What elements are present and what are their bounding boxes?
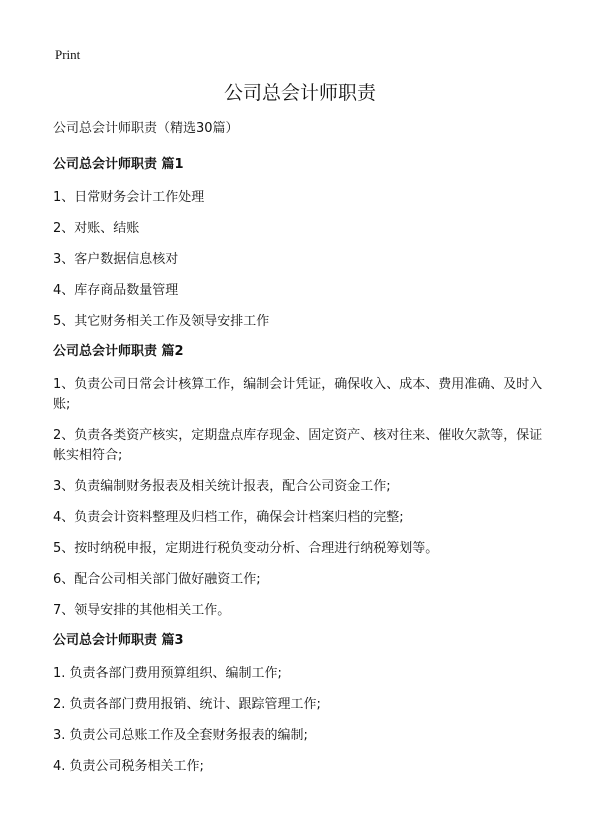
section-heading: 公司总会计师职责 篇3	[53, 633, 184, 648]
print-link[interactable]: Print	[55, 47, 81, 62]
list-item: 5、按时纳税申报，定期进行税负变动分析、合理进行纳税筹划等。	[53, 541, 439, 556]
list-item: 1、负责公司日常会计核算工作，编制会计凭证，确保收入、成本、费用准确、及时入账;	[53, 377, 543, 412]
document-body	[53, 120, 553, 788]
list-item: 3. 负责公司总账工作及全套财务报表的编制;	[53, 728, 308, 743]
list-item: 7、领导安排的其他相关工作。	[53, 603, 231, 618]
list-item: 2. 负责各部门费用报销、统计、跟踪管理工作;	[53, 697, 321, 712]
section-1	[53, 156, 553, 332]
list-item: 1. 负责各部门费用预算组织、编制工作;	[53, 666, 282, 681]
list-item: 4、负责会计资料整理及归档工作，确保会计档案归档的完整;	[53, 510, 404, 525]
list-item: 4. 负责公司税务相关工作;	[53, 759, 204, 774]
list-item: 5、其它财务相关工作及领导安排工作	[53, 314, 270, 329]
list-item: 3、负责编制财务报表及相关统计报表，配合公司资金工作;	[53, 479, 391, 494]
list-item: 6、配合公司相关部门做好融资工作;	[53, 572, 261, 587]
list-item: 3、客户数据信息核对	[53, 252, 179, 267]
section-heading: 公司总会计师职责 篇2	[53, 344, 184, 359]
section-3	[53, 632, 553, 777]
document-title: 公司总会计师职责	[223, 82, 376, 104]
list-item: 1、日常财务会计工作处理	[53, 190, 205, 205]
list-item: 4、库存商品数量管理	[53, 283, 179, 298]
list-item: 2、对账、结账	[53, 221, 140, 236]
section-2	[53, 343, 553, 621]
list-item: 2、负责各类资产核实，定期盘点库存现金、固定资产、核对往来、催收欠款等，保证帐实相符合;	[53, 428, 543, 463]
section-heading: 公司总会计师职责 篇1	[53, 157, 184, 172]
document-subtitle: 公司总会计师职责（精选30篇）	[53, 121, 239, 136]
